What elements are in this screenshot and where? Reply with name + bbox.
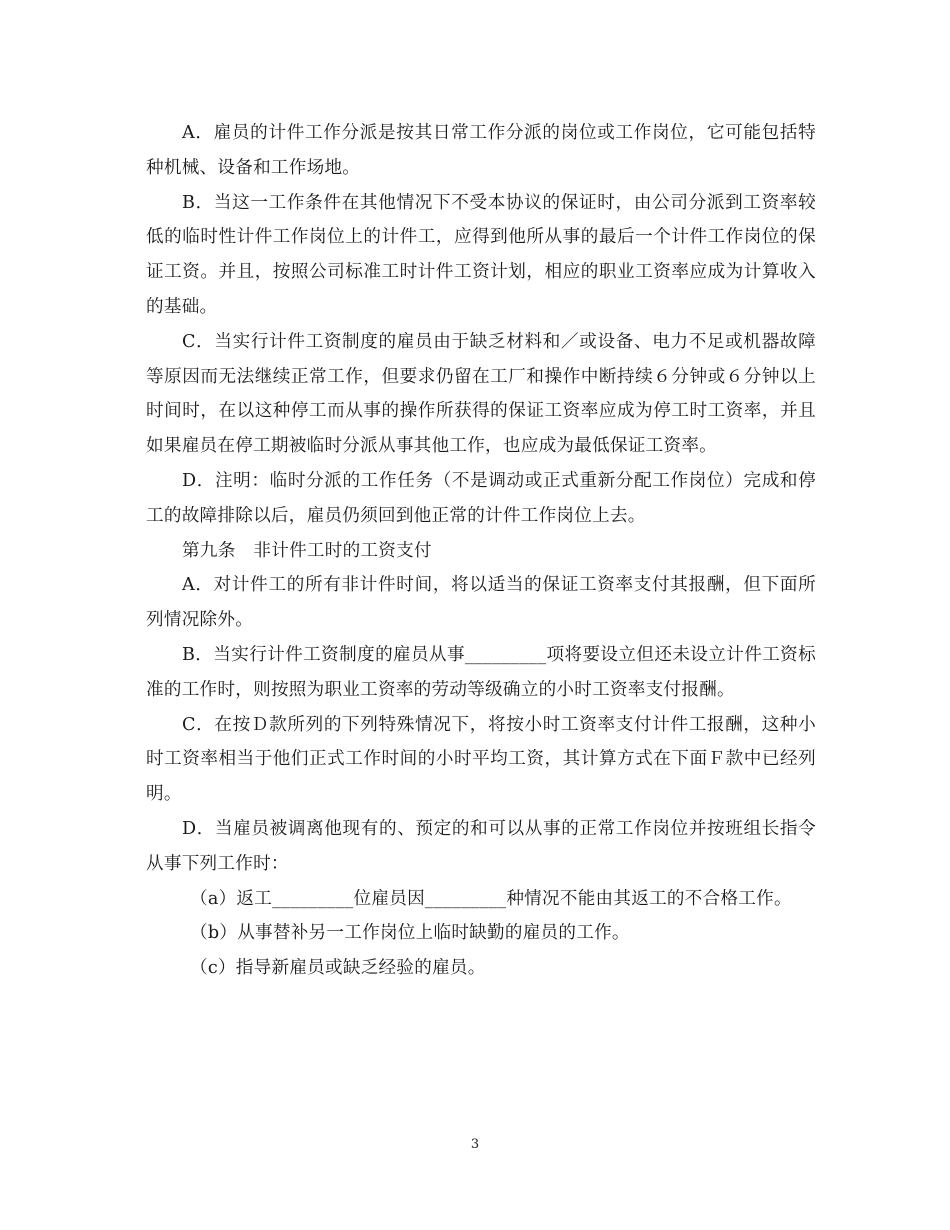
paragraph-b-hourly-rate: B．当实行计件工资制度的雇员从事_________项将要设立但还未设立计件工资标准的工作时，则按照为职业工资率的劳动等级确立的小时工资率支付报酬。 [146, 644, 816, 700]
article-nine-heading: 第九条 非计件工时的工资支付 [182, 540, 432, 561]
paragraph-a-non-piecework-time: A．对计件工的所有非计件时间，将以适当的保证工资率支付其报酬，但下面所列情况除外。 [146, 575, 816, 631]
list-item-b-substitute: （b）从事替补另一工作岗位上临时缺勤的雇员的工作。 [190, 923, 630, 944]
page-number: 3 [470, 1137, 480, 1152]
paragraph-c-special-cases: C．在按Ｄ款所列的下列特殊情况下，将按小时工资率支付计件工报酬，这种小时工资率相当于他们正式工作时间的小时平均工资，其计算方式在下面Ｆ款中已经列明。 [146, 714, 816, 805]
paragraph-b-guaranteed-wage: B．当这一工作条件在其他情况下不受本协议的保证时，由公司分派到工资率较低的临时性计件工作岗位上的计件工，应得到他所从事的最后一个计件工作岗位的保证工资。并且，按照公司标准工时计件工资计划，相应的职业工资率应成为计算收入的基础。 [146, 192, 816, 317]
paragraph-d-note: D．注明：临时分派的工作任务（不是调动或正式重新分配工作岗位）完成和停工的故障排除以后，雇员仍须回到他正常的计件工作岗位上去。 [146, 470, 816, 526]
list-item-c-training: （c）指导新雇员或缺乏经验的雇员。 [190, 958, 486, 979]
list-item-a-rework: （a）返工_________位雇员因_________种情况不能由其返工的不合格工作。 [190, 888, 792, 909]
paragraph-d-reassignment: D．当雇员被调离他现有的、预定的和可以从事的正常工作岗位并按班组长指令从事下列工作时： [146, 818, 816, 874]
document-body [146, 116, 816, 986]
paragraph-a-piecework-assignment: A．雇员的计件工作分派是按其日常工作分派的岗位或工作岗位，它可能包括特种机械、设备和工作场地。 [146, 123, 816, 178]
paragraph-c-stoppage-rate: C．当实行计件工资制度的雇员由于缺乏材料和／或设备、电力不足或机器故障等原因而无法继续正常工作，但要求仍留在工厂和操作中断持续６分钟或６分钟以上时间时，在以这种停工而从事的操作所获得的保证工资率应成为停工时工资率，并且如果雇员在停工期被临时分派从事其他工作，也应成为最低保证工资率。 [146, 331, 816, 457]
